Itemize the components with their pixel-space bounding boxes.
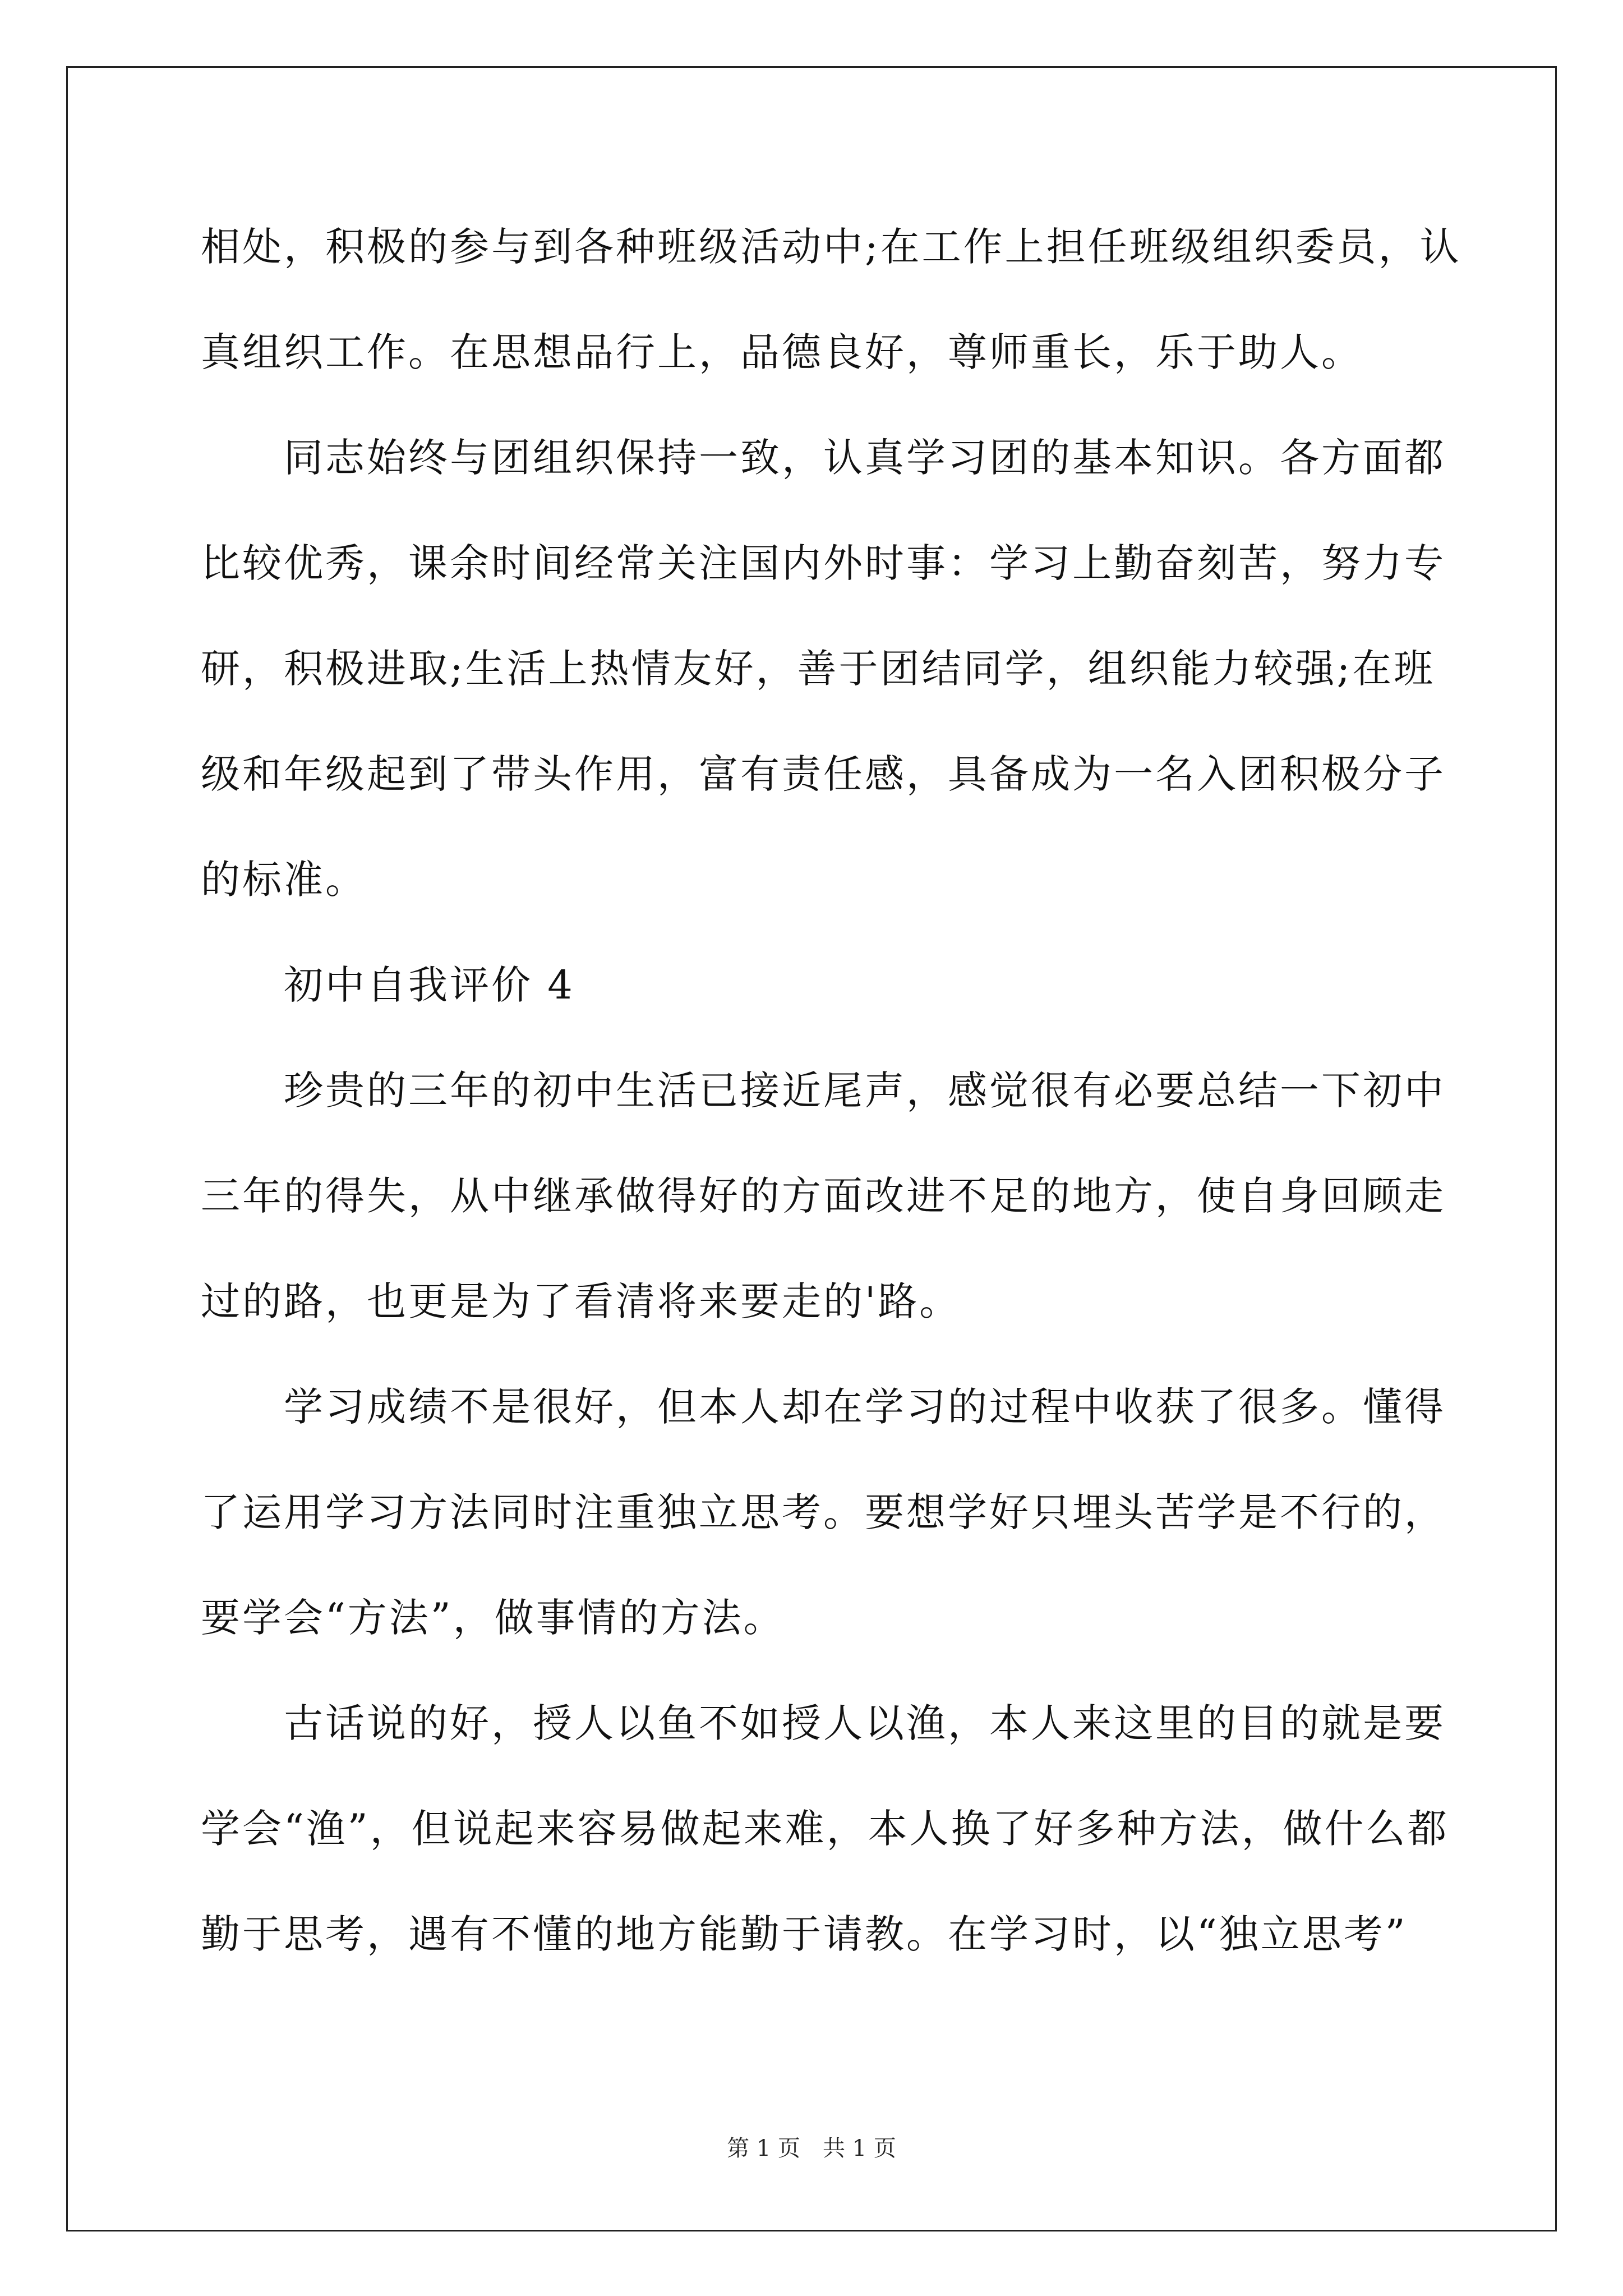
text-line: 的标准。 — [201, 857, 367, 903]
text-line: 真组织工作。在思想品行上，品德良好，尊师重长，乐于助人。 — [201, 329, 1363, 375]
text-line: 学会“渔”，但说起来容易做起来难，本人换了好多种方法，做什么都 — [201, 1806, 1449, 1852]
text-line: 三年的得失，从中继承做得好的方面改进不足的地方，使自身回顾走 — [201, 1173, 1446, 1219]
text-line: 要学会“方法”，做事情的方法。 — [201, 1595, 785, 1641]
paragraph-first-line: 学习成绩不是很好，但本人却在学习的过程中收获了很多。懂得 — [284, 1384, 1446, 1430]
text-line: 比较优秀，课余时间经常关注国内外时事：学习上勤奋刻苦，努力专 — [201, 540, 1446, 586]
text-line: 过的路，也更是为了看清将来要走的'路。 — [201, 1278, 961, 1324]
page-number-footer: 第 1 页 共 1 页 — [727, 2136, 896, 2161]
paragraph-first-line: 古话说的好，授人以鱼不如授人以渔，本人来这里的目的就是要 — [284, 1700, 1446, 1746]
paragraph-first-line: 同志始终与团组织保持一致，认真学习团的基本知识。各方面都 — [284, 435, 1446, 481]
text-line: 相处，积极的参与到各种班级活动中;在工作上担任班级组织委员，认 — [201, 224, 1461, 270]
text-line: 了运用学习方法同时注重独立思考。要想学好只埋头苦学是不行的， — [201, 1489, 1446, 1535]
section-heading: 初中自我评价 4 — [284, 962, 575, 1008]
text-line: 勤于思考，遇有不懂的地方能勤于请教。在学习时，以“独立思考” — [201, 1911, 1408, 1957]
paragraph-first-line: 珍贵的三年的初中生活已接近尾声，感觉很有必要总结一下初中 — [284, 1068, 1446, 1114]
text-line: 级和年级起到了带头作用，富有责任感，具备成为一名入团积极分子 — [201, 751, 1446, 797]
text-line: 研，积极进取;生活上热情友好，善于团结同学，组织能力较强;在班 — [201, 646, 1436, 692]
